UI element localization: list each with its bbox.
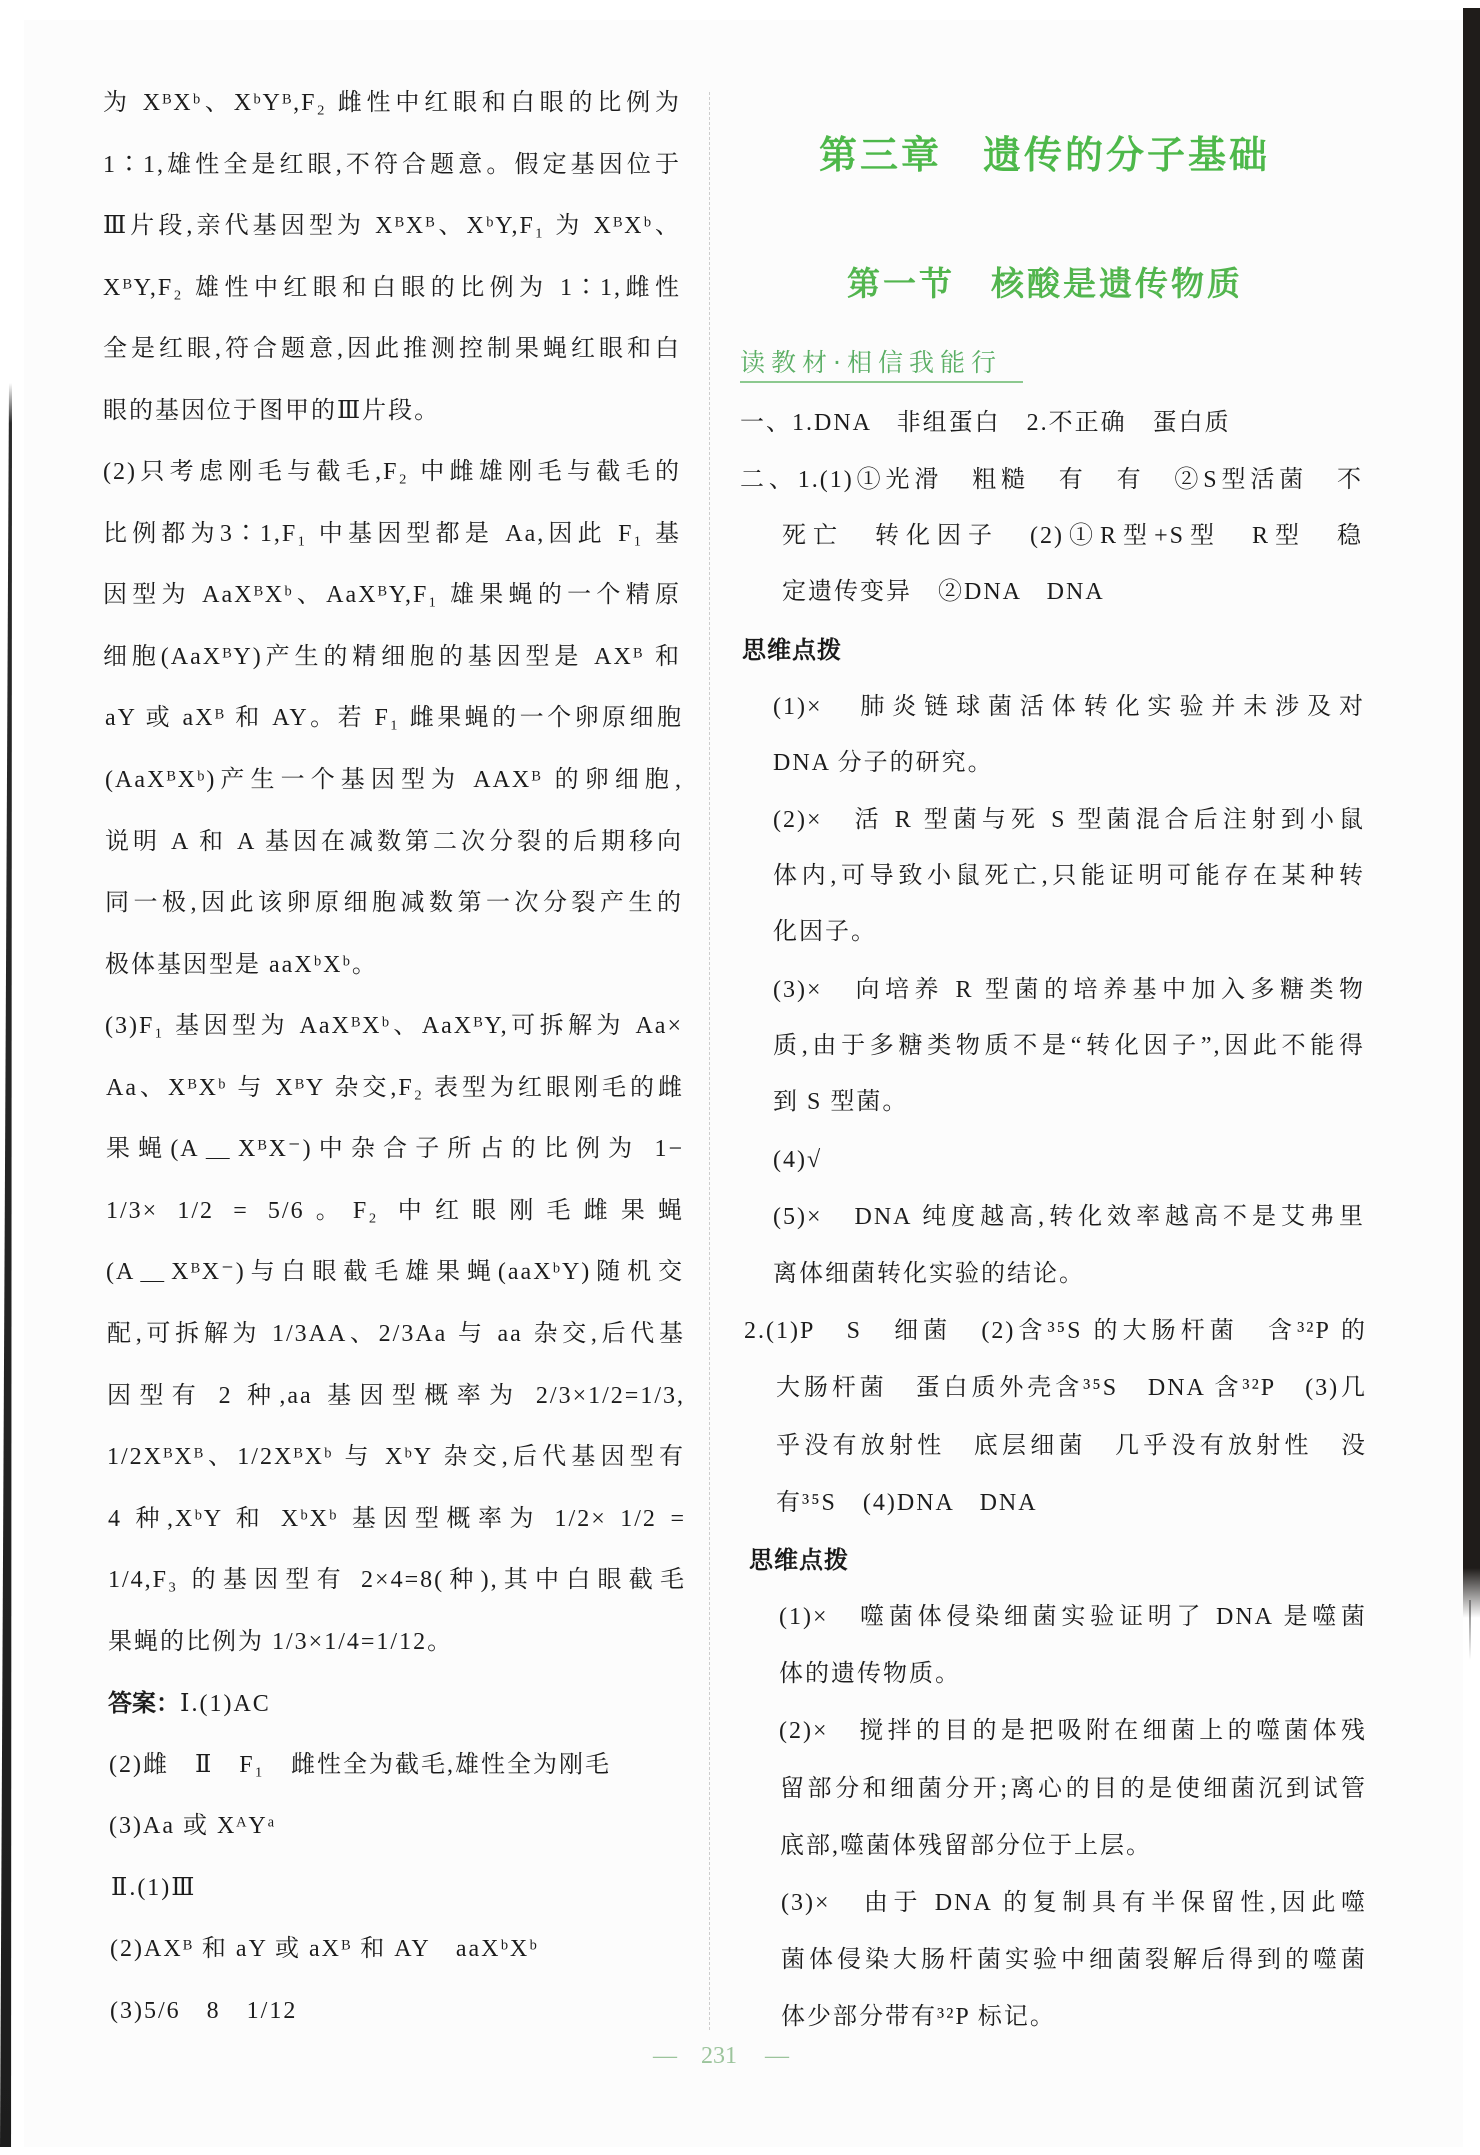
page-edge-left: [0, 383, 12, 2147]
tip-line: 质,由于多糖类物质不是“转化因子”,因此不能得: [773, 1033, 1365, 1059]
answer-line: 有³⁵S (4)DNA DNA: [776, 1490, 1038, 1516]
text-line: 说明 A 和 A 基因在减数第二次分裂的后期移向: [105, 829, 683, 855]
answer-line: [108, 1683, 271, 1723]
page-number-dash-right: —: [765, 2043, 789, 2069]
answer-line: 大肠杆菌 蛋白质外壳含³⁵S DNA 含³²P (3)几: [776, 1375, 1367, 1401]
text-line: 全是红眼,符合题意,因此推测控制果蝇红眼和白: [103, 336, 681, 362]
binding-shadow-right: [1463, 8, 1480, 1618]
answer-line: (2)雌 Ⅱ F₁ 雌性全为截毛,雄性全为刚毛: [109, 1752, 612, 1778]
text-line: 1/2XᴮXᴮ、1/2XᴮXᵇ 与 XᵇY 杂交,后代基因型有: [107, 1444, 685, 1470]
text-line: Ⅲ片段,亲代基因型为 XᴮXᴮ、XᵇY,F₁ 为 XᴮXᵇ、: [103, 213, 681, 239]
tip-line: 离体细菌转化实验的结论。: [773, 1261, 1085, 1287]
tip-line: 菌体侵染大肠杆菌实验中细菌裂解后得到的噬菌: [781, 1947, 1367, 1973]
answer-line: 乎没有放射性 底层细菌 几乎没有放射性 没: [776, 1433, 1367, 1459]
tip-line: (2)× 搅拌的目的是把吸附在细菌上的噬菌体残: [779, 1718, 1367, 1744]
text-line: (2)只考虑刚毛与截毛,F₂ 中雌雄刚毛与截毛的: [103, 459, 681, 485]
text-line: 配,可拆解为 1/3AA、2/3Aa 与 aa 杂交,后代基: [107, 1321, 685, 1347]
text-line: 1/4,F₃ 的基因型有 2×4=8(种),其中白眼截毛: [108, 1567, 686, 1593]
tip-line: (1)× 肺炎链球菌活体转化实验并未涉及对: [773, 694, 1365, 720]
thinking-tips-heading: 思维点拨: [742, 636, 842, 664]
text-line: 因型有 2 种,aa 基因型概率为 2/3×1/2=1/3,: [107, 1383, 685, 1409]
text-line: 比例都为3∶1,F₁ 中基因型都是 Aa,因此 F₁ 基: [103, 521, 681, 547]
text-line: 同一极,因此该卵原细胞减数第一次分裂产生的: [105, 890, 683, 916]
answer-line: Ⅱ.(1)Ⅲ: [111, 1875, 197, 1901]
thinking-tips-heading: 思维点拨: [749, 1546, 849, 1574]
answer-line: 定遗传变异 ②DNA DNA: [782, 579, 1105, 605]
text-line: 细胞(AaXᴮY)产生的精细胞的基因型是 AXᴮ 和: [103, 644, 681, 670]
tip-line: (2)× 活 R 型菌与死 S 型菌混合后注射到小鼠: [773, 807, 1365, 833]
answer-line: (3)Aa 或 XᴬYᵃ: [109, 1813, 277, 1839]
tip-line: DNA 分子的研究。: [773, 750, 994, 776]
text-line: XᴮY,F₂ 雄性中红眼和白眼的比例为 1∶1,雌性: [103, 275, 681, 301]
tip-line: 体内,可导致小鼠死亡,只能证明可能存在某种转: [773, 863, 1365, 889]
tip-line: (1)× 噬菌体侵染细菌实验证明了 DNA 是噬菌: [779, 1604, 1367, 1630]
text-line: 为 XᴮXᵇ、XᵇYᴮ,F₂ 雌性中红眼和白眼的比例为: [103, 90, 681, 116]
text-line: 1/3× 1/2 = 5/6。F₂ 中红眼刚毛雌果蝇: [106, 1198, 684, 1224]
text-line: 1∶1,雄性全是红眼,不符合题意。假定基因位于: [103, 152, 681, 178]
tip-line: (3)× 向培养 R 型菌的培养基中加入多糖类物: [773, 977, 1365, 1003]
tip-line: (4)√: [773, 1147, 823, 1173]
tip-line: (5)× DNA 纯度越高,转化效率越高不是艾弗里: [773, 1204, 1365, 1230]
answer-text: Ⅰ.(1)AC: [180, 1691, 271, 1717]
page-number-dash-left: —: [653, 2043, 677, 2069]
page-number: 231: [701, 2043, 737, 2069]
text-line: aY 或 aXᴮ 和 AY。若 F₁ 雌果蝇的一个卵原细胞: [105, 705, 683, 731]
binding-shadow-tail: [1469, 1600, 1471, 1660]
text-line: 果蝇(A＿XᴮX⁻)中杂合子所占的比例为 1−: [106, 1136, 684, 1162]
tip-line: 体少部分带有³²P 标记。: [781, 2004, 1056, 2030]
section-banner: 读教材·相信我能行: [740, 348, 1002, 377]
answer-line: (3)5/6 8 1/12: [110, 1998, 298, 2024]
tip-line: (3)× 由于 DNA 的复制具有半保留性,因此噬: [781, 1890, 1367, 1916]
answer-line: (2)AXᴮ 和 aY 或 aXᴮ 和 AY aaXᵇXᵇ: [110, 1936, 539, 1962]
banner-underline: [740, 381, 1023, 383]
answer-line: 2.(1)P S 细菌 (2)含³⁵S 的大肠杆菌 含³²P 的: [744, 1318, 1367, 1344]
column-divider: [709, 92, 710, 2030]
text-line: (A＿XᴮX⁻)与白眼截毛雄果蝇(aaXᵇY)随机交: [106, 1259, 684, 1285]
text-line: 极体基因型是 aaXᵇXᵇ。: [105, 952, 378, 978]
tip-line: 体的遗传物质。: [779, 1661, 961, 1687]
section-title: 第一节 核酸是遗传物质: [847, 264, 1243, 303]
text-line: 果蝇的比例为 1/3×1/4=1/12。: [108, 1629, 454, 1655]
tip-line: 底部,噬菌体残留部分位于上层。: [780, 1833, 1152, 1859]
answer-line: 死亡 转化因子 (2)①R型+S型 R型 稳: [782, 523, 1363, 549]
tip-line: 化因子。: [773, 919, 877, 945]
tip-line: 留部分和细菌分开;离心的目的是使细菌沉到试管: [780, 1776, 1367, 1802]
text-line: 眼的基因位于图甲的Ⅲ片段。: [103, 398, 441, 424]
chapter-title: 第三章 遗传的分子基础: [819, 133, 1271, 177]
tip-line: 到 S 型菌。: [773, 1089, 909, 1115]
text-line: 4 种,XᵇY 和 XᵇXᵇ 基因型概率为 1/2× 1/2 =: [108, 1506, 686, 1532]
text-line: 因型为 AaXᴮXᵇ、AaXᴮY,F₁ 雄果蝇的一个精原: [103, 582, 681, 608]
text-line: Aa、XᴮXᵇ 与 XᴮY 杂交,F₂ 表型为红眼刚毛的雌: [106, 1075, 684, 1101]
answer-label: 答案：: [108, 1689, 180, 1717]
answer-line: 二、1.(1)①光滑 粗糙 有 有 ②S型活菌 不: [740, 467, 1363, 493]
text-line: (AaXᴮXᵇ)产生一个基因型为 AAXᴮ 的卵细胞,: [105, 767, 683, 793]
answer-line: 一、1.DNA 非组蛋白 2.不正确 蛋白质: [740, 410, 1231, 436]
text-line: (3)F₁ 基因型为 AaXᴮXᵇ、AaXᴮY,可拆解为 Aa×: [105, 1013, 683, 1039]
